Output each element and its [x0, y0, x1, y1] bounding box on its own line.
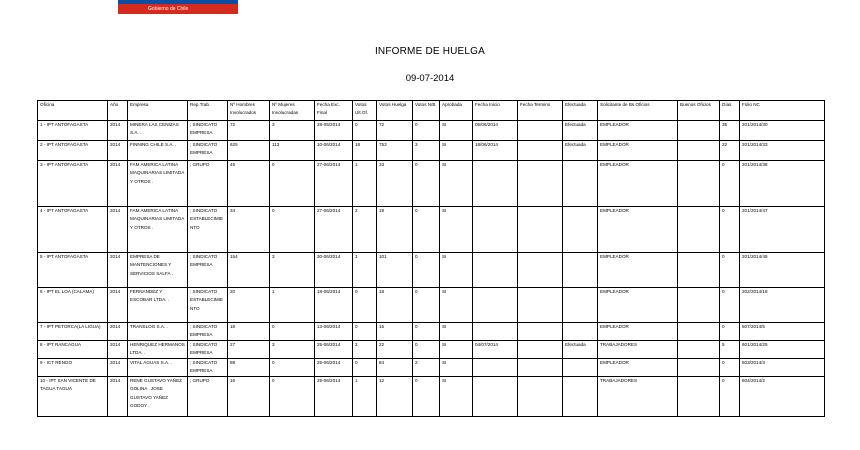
table-cell — [678, 341, 720, 359]
table-cell — [518, 207, 563, 253]
table-cell: SI — [440, 288, 473, 323]
column-header: Oficina — [38, 101, 108, 121]
table-cell: 0 — [270, 323, 315, 341]
table-cell: TRABAJADORES — [598, 377, 678, 417]
table-cell: 202/2014/18 — [740, 288, 825, 323]
table-cell: 1 — [270, 288, 315, 323]
table-cell: 35 — [720, 121, 740, 141]
table-cell — [678, 323, 720, 341]
table-cell: 30-06/2014 — [315, 253, 353, 288]
table-cell: ; GRUPO — [188, 377, 228, 417]
table-cell: 201/2014/47 — [740, 207, 825, 253]
table-cell — [518, 323, 563, 341]
table-cell: 0 — [353, 323, 377, 341]
table-cell: 0 — [720, 253, 740, 288]
table-cell: 88 — [228, 359, 270, 377]
table-cell: 2014 — [108, 359, 128, 377]
table-cell: 8 - IPT RANCAGUA — [38, 341, 108, 359]
table-cell: 625 — [228, 141, 270, 161]
column-header: Fecha Exc. Final — [315, 101, 353, 121]
table-cell: 19 — [377, 207, 413, 253]
table-header-row — [38, 101, 825, 121]
table-cell: SI — [440, 207, 473, 253]
table-cell: ; SINDICATO EMPRESA — [188, 323, 228, 341]
table-cell: 507/2014/5 — [740, 323, 825, 341]
table-cell: 753 — [377, 141, 413, 161]
table-cell: SI — [440, 323, 473, 341]
table-cell: 2 - IPT ANTOFAGASTA — [38, 141, 108, 161]
table-cell: 0 — [413, 341, 440, 359]
table-cell: 0 — [720, 323, 740, 341]
table-cell: 18 — [228, 323, 270, 341]
table-cell: 2 — [353, 207, 377, 253]
table-cell: 2014 — [108, 377, 128, 417]
table-cell: 601/2014/25 — [740, 341, 825, 359]
table-cell — [678, 253, 720, 288]
table-cell: 0 — [720, 288, 740, 323]
table-row — [38, 377, 825, 417]
table-cell: 201/2014/33 — [740, 141, 825, 161]
government-logo — [118, 0, 238, 14]
table-cell — [473, 253, 518, 288]
table-cell: ; SINDICATO ESTABLECIMIENTO — [188, 288, 228, 323]
table-row — [38, 359, 825, 377]
table-cell — [563, 359, 598, 377]
table-cell: 6 - IPT EL LOA (CALAMA) — [38, 288, 108, 323]
table-cell: 18/06/2014 — [473, 141, 518, 161]
table-cell: 20 — [228, 288, 270, 323]
table-cell: 1 — [353, 377, 377, 417]
table-cell: 0 — [413, 207, 440, 253]
table-row — [38, 323, 825, 341]
table-cell: Efectuada — [563, 141, 598, 161]
table-cell: 0 — [720, 377, 740, 417]
table-cell: 0 — [353, 121, 377, 141]
table-row — [38, 253, 825, 288]
table-cell — [473, 377, 518, 417]
table-cell: EMPLEADOR — [598, 359, 678, 377]
table-cell: RENE GUSTAVO YAÑEZ GOLINA . JOSE GUSTAVO YAÑEZ GODOY . — [128, 377, 188, 417]
table-cell — [473, 359, 518, 377]
table-cell — [473, 207, 518, 253]
table-cell: 201/2014/48 — [740, 253, 825, 288]
table-cell: 72 — [377, 121, 413, 141]
table-cell: EMPLEADOR — [598, 161, 678, 207]
table-cell — [678, 288, 720, 323]
column-header: Año — [108, 101, 128, 121]
table-cell: EMPLEADOR — [598, 323, 678, 341]
table-cell: 22 — [377, 341, 413, 359]
table-cell: TRANSLOG S.A. . — [128, 323, 188, 341]
column-header: Nº Mujeres Involucradas — [270, 101, 315, 121]
table-cell: FERNANDEZ Y ESCOBAR LTDA. . — [128, 288, 188, 323]
table-cell: 2014 — [108, 288, 128, 323]
table-cell: 154 — [228, 253, 270, 288]
table-cell — [563, 377, 598, 417]
table-cell: SI — [440, 377, 473, 417]
table-cell: 2014 — [108, 161, 128, 207]
table-cell: 12 — [377, 377, 413, 417]
table-cell: SI — [440, 121, 473, 141]
table-cell: 04/07/2014 — [473, 341, 518, 359]
table-cell: 2014 — [108, 207, 128, 253]
table-cell: EMPLEADOR — [598, 253, 678, 288]
table-cell: 18-06/2014 — [315, 288, 353, 323]
table-cell: SI — [440, 161, 473, 207]
table-row — [38, 121, 825, 141]
table-cell — [473, 161, 518, 207]
column-header: Votos N/B — [413, 101, 440, 121]
table-cell: HENRIQUEZ HERMANOS LTDA. . — [128, 341, 188, 359]
logo-text: Gobierno de Chile — [118, 4, 238, 14]
table-cell: SI — [440, 341, 473, 359]
table-cell: 1 — [353, 253, 377, 288]
strike-report-table — [37, 100, 825, 417]
table-cell — [518, 141, 563, 161]
table-cell: 2 — [353, 341, 377, 359]
table-cell: 45 — [228, 161, 270, 207]
table-cell: 604/2014/2 — [740, 377, 825, 417]
table-cell: SI — [440, 359, 473, 377]
table-cell: 72 — [228, 121, 270, 141]
column-header: Días — [720, 101, 740, 121]
table-cell: ; SINDICATO EMPRESA — [188, 253, 228, 288]
table-cell: EMPLEADOR — [598, 121, 678, 141]
table-cell: 25-06/2014 — [315, 377, 353, 417]
table-cell: 22 — [720, 141, 740, 161]
table-cell: 18 — [377, 288, 413, 323]
table-cell: 2014 — [108, 141, 128, 161]
table-cell: 10 - IPT SAN VICENTE DE TAGUA TAGUA — [38, 377, 108, 417]
table-cell: EMPRESA DE MANTENCIONES Y SERVICIOS SALFA . — [128, 253, 188, 288]
table-cell: ; SINDICATO ESTABLECIMIENTO — [188, 207, 228, 253]
table-cell: 0 — [270, 207, 315, 253]
table-cell: 5 — [720, 341, 740, 359]
page-cutoff — [0, 438, 860, 450]
table-cell: EMPLEADOR — [598, 288, 678, 323]
table-cell — [678, 121, 720, 141]
table-cell: FINNING CHILE S.A. . — [128, 141, 188, 161]
table-cell: 18 — [353, 141, 377, 161]
table-cell: TRABAJADORES — [598, 341, 678, 359]
table-cell — [473, 323, 518, 341]
table-cell: 0 — [413, 121, 440, 141]
table-cell: Efectuada — [563, 341, 598, 359]
table-cell — [678, 161, 720, 207]
table-cell: SI — [440, 141, 473, 161]
table-cell: 101 — [377, 253, 413, 288]
column-header: Fecha Inicio — [473, 101, 518, 121]
table-cell: 0 — [720, 161, 740, 207]
table-cell: FAM AMERICA LATINA MAQUINARIAS LIMITADA Y OTROS . — [128, 161, 188, 207]
table-cell: 603/2014/3 — [740, 359, 825, 377]
table-cell: ; SINDICATO EMPRESA — [188, 341, 228, 359]
table-cell: 7 - IPT PETORCA(LA LIGUA) — [38, 323, 108, 341]
table-cell: 0 — [270, 161, 315, 207]
table-cell: 3 — [413, 141, 440, 161]
table-cell — [678, 359, 720, 377]
table-cell — [678, 207, 720, 253]
table-cell: 3 — [270, 341, 315, 359]
table-cell — [563, 288, 598, 323]
column-header: Votos Huelga — [377, 101, 413, 121]
table-cell: 0 — [413, 161, 440, 207]
table-cell: 9 - ICT RENGO — [38, 359, 108, 377]
table-cell: MINERA LAS CENIZAS S.A. . — [128, 121, 188, 141]
table-cell: 2 — [413, 359, 440, 377]
table-cell: ; SINDICATO EMPRESA — [188, 121, 228, 141]
column-header: Efectuada — [563, 101, 598, 121]
table-cell: 0 — [413, 377, 440, 417]
table-cell: 2014 — [108, 341, 128, 359]
table-cell: 201/2014/38 — [740, 161, 825, 207]
column-header: Solicitante de Bs.Oficios — [598, 101, 678, 121]
column-header: Buenos Oficios — [678, 101, 720, 121]
table-cell: 27 — [228, 341, 270, 359]
table-cell: 28-05/2014 — [315, 121, 353, 141]
table-cell: 27-06/2014 — [315, 161, 353, 207]
table-cell: 2014 — [108, 121, 128, 141]
table-cell: 0 — [720, 207, 740, 253]
table-cell: ; SINDICATO EMPRESA — [188, 141, 228, 161]
column-header: Aprobada — [440, 101, 473, 121]
table-cell — [563, 253, 598, 288]
table-cell — [678, 377, 720, 417]
table-cell — [563, 207, 598, 253]
table-cell: FAM AMERICA LATINA MAQUINARIAS LIMITADA Y OTROS . — [128, 207, 188, 253]
table-cell — [518, 253, 563, 288]
table-cell: 33 — [377, 161, 413, 207]
table-cell: 2014 — [108, 253, 128, 288]
table-cell: 113 — [270, 141, 315, 161]
table-cell: 10-06/2014 — [315, 141, 353, 161]
table-cell: 5 - IPT ANTOFAGASTA — [38, 253, 108, 288]
table-cell — [518, 121, 563, 141]
table-cell — [518, 377, 563, 417]
table-cell: 0 — [413, 253, 440, 288]
table-cell: 0 — [413, 288, 440, 323]
table-cell: 34 — [228, 207, 270, 253]
column-header: Fecha Termino — [518, 101, 563, 121]
table-cell — [563, 323, 598, 341]
table-cell: 0 — [270, 359, 315, 377]
table-cell — [473, 288, 518, 323]
column-header: Votos Ult.Of. — [353, 101, 377, 121]
table-cell — [563, 161, 598, 207]
column-header: Empresa — [128, 101, 188, 121]
column-header: Folio NC — [740, 101, 825, 121]
column-header: Rep.Trab. — [188, 101, 228, 121]
table-row — [38, 341, 825, 359]
table-cell: 16 — [228, 377, 270, 417]
column-header: Nº Hombres Involucrados — [228, 101, 270, 121]
table-cell — [518, 359, 563, 377]
table-cell — [518, 341, 563, 359]
table-cell: EMPLEADOR — [598, 207, 678, 253]
report-title: INFORME DE HUELGA — [374, 46, 486, 57]
table-cell: Efectuada — [563, 121, 598, 141]
table-cell: 3 — [270, 121, 315, 141]
table-cell: 05/06/2014 — [473, 121, 518, 141]
table-cell: 27-06/2014 — [315, 207, 353, 253]
table-row — [38, 161, 825, 207]
table-body — [38, 121, 825, 417]
table-cell: 2014 — [108, 323, 128, 341]
table-cell: 15 — [377, 323, 413, 341]
table-cell: ; GRUPO — [188, 161, 228, 207]
table-cell — [678, 141, 720, 161]
table-cell: ; SINDICATO EMPRESA — [188, 359, 228, 377]
table-cell: VITAL AGUAS S.A. . — [128, 359, 188, 377]
report-date: 09-07-2014 — [405, 73, 455, 84]
table-cell: EMPLEADOR — [598, 141, 678, 161]
table-cell — [518, 161, 563, 207]
table-row — [38, 207, 825, 253]
table-cell: 0 — [353, 359, 377, 377]
table-cell: 0 — [413, 323, 440, 341]
table-cell: 1 — [353, 161, 377, 207]
table-cell: 4 - IPT ANTOFAGASTA — [38, 207, 108, 253]
table-cell: SI — [440, 253, 473, 288]
table-row — [38, 288, 825, 323]
table-cell: 0 — [270, 377, 315, 417]
table-cell: 25-06/2014 — [315, 341, 353, 359]
table-cell: 0 — [720, 359, 740, 377]
table-cell: 84 — [377, 359, 413, 377]
table-row — [38, 141, 825, 161]
table-cell: 1 - IPT ANTOFAGASTA — [38, 121, 108, 141]
table-cell: 201/2014/30 — [740, 121, 825, 141]
table-cell: 25-06/2014 — [315, 359, 353, 377]
table-cell: 3 — [270, 253, 315, 288]
table-cell: 13-06/2014 — [315, 323, 353, 341]
table-cell: 0 — [353, 288, 377, 323]
table-cell — [518, 288, 563, 323]
table-cell: 3 - IPT ANTOFAGASTA — [38, 161, 108, 207]
